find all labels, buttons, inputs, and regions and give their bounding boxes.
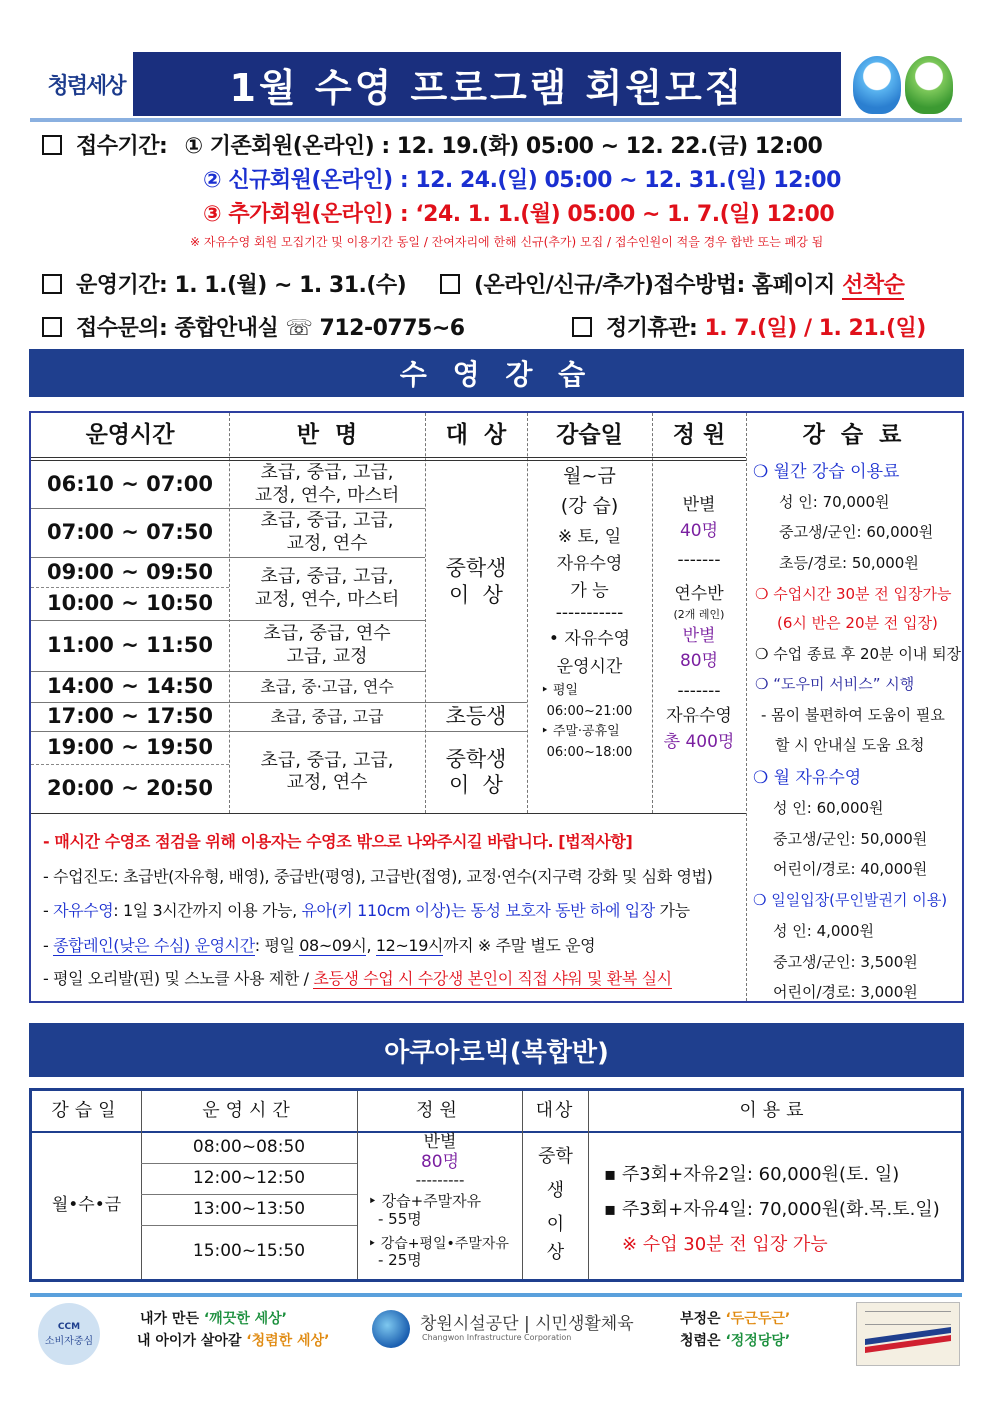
aqua-time-slot: 12:00~12:50	[192, 1167, 306, 1188]
header-days: 강습일	[556, 421, 623, 448]
footer-divider	[30, 1293, 962, 1297]
aqua-days: 월•수•금	[51, 1195, 122, 1216]
target-elementary: 초등생	[445, 704, 507, 729]
class-list: 초급, 중급, 고급	[270, 706, 384, 726]
registration-row-3: ③ 추가회원(온라인) : ‘24. 1. 1.(월) 05:00 ~ 1. 7.(일) 12:00	[203, 202, 835, 227]
cheongryeom-logo: 청렴세상	[47, 73, 125, 99]
page-title: 1월 수영 프로그램 회원모집	[133, 52, 841, 116]
registration-row-2: ② 신규회원(온라인) : 12. 24.(일) 05:00 ~ 12. 31.(일) 12:00	[203, 168, 841, 193]
time-slot: 19:00 ~ 19:50	[47, 735, 213, 760]
mascot-group	[848, 54, 958, 116]
class-list: 초급, 중급, 연수 고급, 교정	[263, 623, 391, 667]
daily-fee-adult: 성 인: 4,000원	[773, 922, 875, 940]
daily-entry-title: ❍ 일일입장(무인발권기 이용)	[753, 891, 948, 909]
class-list: 초급, 중급, 고급, 교정, 연수	[260, 510, 394, 554]
header-target: 대 상	[445, 421, 507, 448]
aqua-fees: ▪ 주3회+자유2일: 60,000원(토. 일) ▪ 주3회+자유4일: 70,000원(화.목.토.일) ※ 수업 30분 전 입장 가능	[604, 1164, 940, 1256]
daily-fee-youth: 중고생/군인: 3,500원	[773, 953, 918, 971]
swim-lesson-table	[29, 411, 964, 1003]
registration-note: ※ 자유수영 회원 모집기간 및 이용기간 동일 / 잔여자리에 한해 신규(추가) 모집 / 접수인원이 적을 경우 합반 또는 폐강 됨	[190, 235, 824, 249]
header-class: 반 명	[296, 421, 358, 448]
target-middle-school: 중학생 이 상	[445, 746, 507, 797]
helper-service: ❍ “도우미 서비스” 시행	[755, 675, 915, 693]
time-slot: 09:00 ~ 09:50	[47, 559, 213, 584]
class-list: 초급, 중급, 고급, 교정, 연수	[260, 749, 394, 793]
aqua-time-slot: 08:00~08:50	[192, 1137, 306, 1158]
footer-slogan-1: 내가 만든 ‘깨끗한 세상’	[140, 1311, 287, 1327]
free-fee-adult: 성 인: 60,000원	[773, 799, 884, 817]
ccm-logo: CCM 소비자중심	[38, 1303, 100, 1365]
aqua-header-capacity: 정원	[416, 1099, 463, 1121]
fee-child: 초등/경로: 50,000원	[779, 554, 919, 572]
aquarobic-table	[29, 1088, 964, 1282]
note-progress: - 수업진도: 초급반(자유형, 배영), 중급반(평영), 고급반(접영), 교정·연수(지구력 강화 및 심화 영법)	[43, 867, 713, 886]
swim-section-title: 수 영 강 습	[29, 349, 964, 397]
note-pool-check: - 매시간 수영조 점검을 위해 이용자는 수영조 밖으로 나와주시길 바랍니다. [법적사항]	[43, 832, 633, 851]
org-logo-icon	[372, 1310, 410, 1348]
header-capacity: 정 원	[672, 421, 726, 448]
aqua-target: 중학 생 이 상	[538, 1146, 573, 1263]
class-list: 초급, 중급, 고급, 교정, 연수, 마스터	[254, 462, 400, 506]
class-list: 초급, 중·고급, 연수	[260, 676, 394, 696]
target-middle-school: 중학생 이 상	[445, 556, 507, 607]
inquiry-info: 접수문의: 종합안내실 ☏ 712-0775~6	[42, 311, 465, 342]
operation-period: 운영기간: 1. 1.(월) ~ 1. 31.(수)	[42, 268, 406, 299]
lesson-days: 월~금 (강 습) ※ 토, 일 자유수영 가 능 ----------- • 자유수영 운영시간 ‣ 평일 06:00~21:00 ‣ 주말·공휴일 06:00~18:00	[541, 465, 633, 761]
registration-method: (온라인/신규/추가)접수방법: 홈페이지 선착순	[440, 268, 904, 299]
registration-row-1: 접수기간: ① 기존회원(온라인) : 12. 19.(화) 05:00 ~ 12. 22.(금) 12:00	[42, 129, 822, 160]
regular-closed: 정기휴관: 1. 7.(일) / 1. 21.(일)	[572, 311, 926, 342]
note-lane: - 종합레인(낮은 수심) 운영시간: 평일 08~09시, 12~19시까지 ※ 주말 별도 운영	[43, 936, 596, 955]
monthly-fee-title: ❍ 월간 강습 이용료	[753, 462, 900, 482]
helper-note-2: 할 시 안내실 도움 요청	[775, 736, 925, 754]
certificate-image	[856, 1302, 960, 1366]
time-slot: 11:00 ~ 11:50	[47, 633, 213, 658]
header-fee: 강 습 료	[802, 421, 906, 448]
capacity-info: 반별 40명 ------- 연수반 (2개 레인) 반별 80명 ------- 자유수영 총 400명	[663, 495, 735, 752]
time-slot: 10:00 ~ 10:50	[47, 591, 213, 616]
free-fee-child: 어린이/경로: 40,000원	[773, 860, 928, 878]
fee-youth: 중고생/군인: 60,000원	[779, 523, 934, 541]
time-slot: 07:00 ~ 07:50	[47, 520, 213, 545]
aqua-header-time: 운영시간	[202, 1099, 296, 1121]
note-free-swim: - 자유수영: 1일 3시간까지 이용 가능, 유아(키 110cm 이상)는 동성 보호자 동반 하에 입장 가능	[43, 901, 690, 920]
org-name-en: Changwon Infrastructure Corporation	[422, 1333, 572, 1342]
mascot-green-icon	[905, 56, 953, 114]
aqua-header-days: 강습일	[51, 1099, 122, 1121]
org-name: 창원시설공단 | 시민생활체육	[420, 1314, 634, 1334]
time-slot: 06:10 ~ 07:00	[47, 472, 213, 497]
aqua-section-title: 아쿠아로빅(복합반)	[29, 1023, 964, 1077]
mascot-blue-icon	[853, 56, 901, 114]
time-slot: 14:00 ~ 14:50	[47, 674, 213, 699]
free-swim-fee-title: ❍ 월 자유수영	[753, 768, 862, 788]
exit-note: ❍ 수업 종료 후 20분 이내 퇴장	[755, 645, 962, 663]
note-fins: - 평일 오리발(핀) 및 스노클 사용 제한 / 초등생 수업 시 수강생 본인이 직접 샤워 및 환복 실시	[43, 969, 672, 988]
aqua-header-target: 대상	[535, 1099, 575, 1121]
entry-note: ❍ 수업시간 30분 전 입장가능	[755, 585, 952, 603]
helper-note-1: - 몸이 불편하여 도움이 필요	[761, 706, 945, 724]
entry-note-2: (6시 반은 20분 전 입장)	[777, 614, 938, 632]
aqua-capacity: 반별 80명 --------- ‣ 강습+주말자유 - 55명 ‣ 강습+평일•주말자유 - 25명	[368, 1132, 509, 1269]
time-slot: 20:00 ~ 20:50	[47, 776, 213, 801]
class-list: 초급, 중급, 고급, 교정, 연수, 마스터	[254, 566, 400, 610]
header-divider	[30, 118, 962, 122]
footer-motto-1: 부정은 ‘두근두근’	[680, 1311, 791, 1327]
free-fee-youth: 중고생/군인: 50,000원	[773, 830, 928, 848]
aqua-header-fee: 이용료	[739, 1099, 810, 1121]
footer-motto-2: 청렴은 ‘정정당당’	[680, 1333, 791, 1349]
footer-slogan-2: 내 아이가 살아갈 ‘청렴한 세상’	[137, 1333, 330, 1349]
time-slot: 17:00 ~ 17:50	[47, 704, 213, 729]
daily-fee-child: 어린이/경로: 3,000원	[773, 983, 918, 1001]
header-time: 운영시간	[85, 421, 175, 448]
aqua-time-slot: 13:00~13:50	[192, 1198, 306, 1219]
aqua-time-slot: 15:00~15:50	[192, 1241, 306, 1262]
fee-adult: 성 인: 70,000원	[779, 493, 890, 511]
